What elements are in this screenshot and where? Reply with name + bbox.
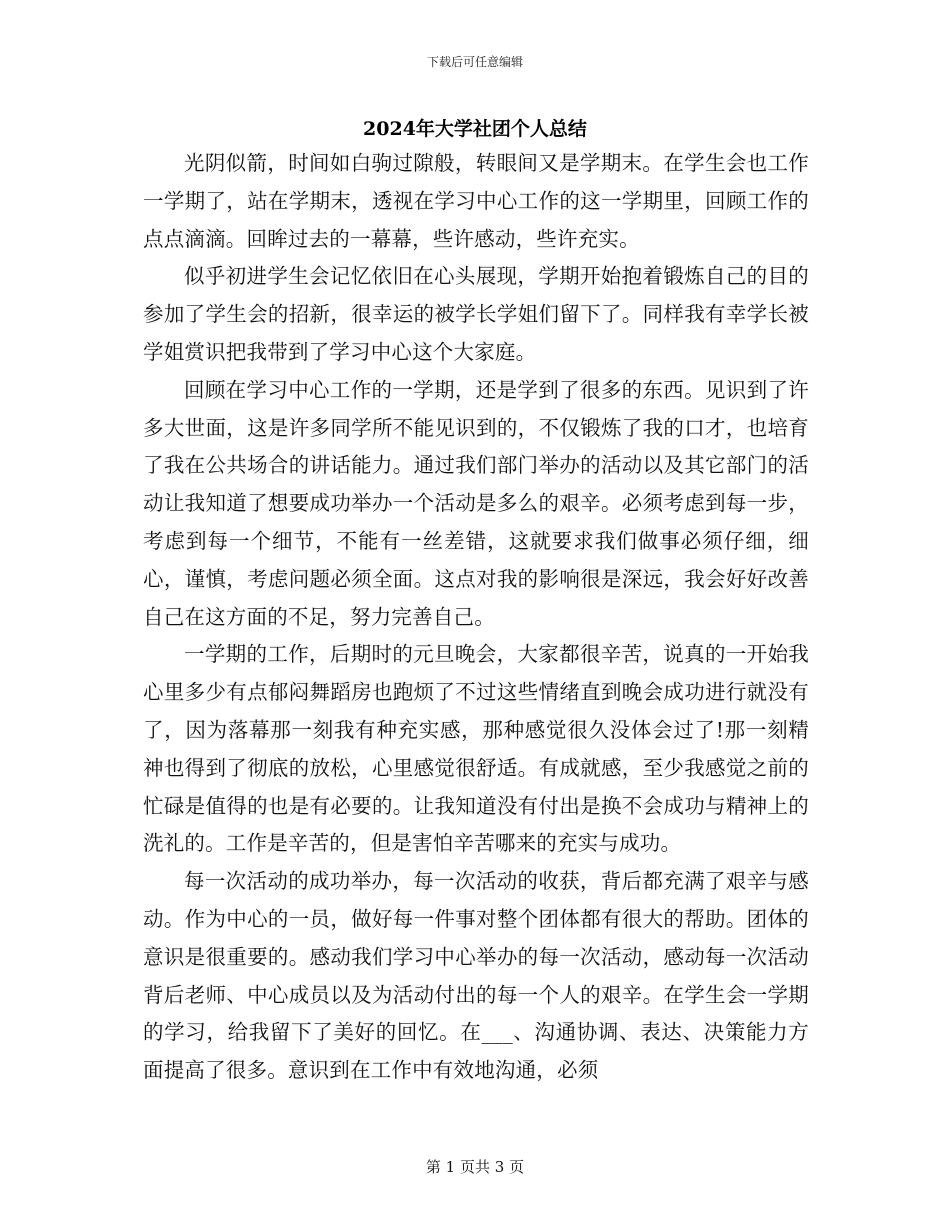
- header-note: 下载后可任意编辑: [426, 55, 523, 69]
- paragraph-3: 回顾在学习中心工作的一学期，还是学到了很多的东西。见识到了许多大世面，这是许多同学所不能见识到的，不仅锻炼了我的口才，也培育了我在公共场合的讲话能力。通过我们部门举办的活动以及其它部门的活动让我知道了想要成功举办一个活动是多么的艰辛。必须考虑到每一步，考虑到每一个细节，不能有一丝差错，这就要求我们做事必须仔细，细心，谨慎，考虑问题必须全面。这点对我的影响很是深远，我会好好改善自己在这方面的不足，努力完善自己。: [143, 377, 809, 629]
- paragraph-4: 一学期的工作，后期时的元旦晚会，大家都很辛苦，说真的一开始我心里多少有点郁闷舞蹈房也跑烦了不过这些情绪直到晚会成功进行就没有了，因为落幕那一刻我有种充实感，那种感觉很久没体会过了!那一刻精神也得到了彻底的放松，心里感觉很舒适。有成就感，至少我感觉之前的忙碌是值得的也是有必要的。让我知道没有付出是换不会成功与精神上的洗礼的。工作是辛苦的，但是害怕辛苦哪来的充实与成功。: [143, 642, 809, 856]
- paragraph-2: 似乎初进学生会记忆依旧在心头展现，学期开始抱着锻炼自己的目的参加了学生会的招新，很幸运的被学长学姐们留下了。同样我有幸学长被学姐赏识把我带到了学习中心这个大家庭。: [143, 264, 809, 364]
- paragraph-5: 每一次活动的成功举办，每一次活动的收获，背后都充满了艰辛与感动。作为中心的一员，做好每一件事对整个团体都有很大的帮助。团体的意识是很重要的。感动我们学习中心举办的每一次活动，感动每一次活动背后老师、中心成员以及为活动付出的每一个人的艰辛。在学生会一学期的学习，给我留下了美好的回忆。在___、沟通协调、表达、决策能力方面提高了很多。意识到在工作中有效地沟通，必须: [143, 869, 809, 1083]
- page-number-footer: 第 1 页共 3 页: [425, 1158, 525, 1176]
- document-title: 2024年大学社团个人总结: [363, 118, 587, 140]
- paragraph-1: 光阴似箭，时间如白驹过隙般，转眼间又是学期末。在学生会也工作一学期了，站在学期末，透视在学习中心工作的这一学期里，回顾工作的点点滴滴。回眸过去的一幕幕，些许感动，些许充实。: [143, 151, 809, 251]
- document-body: [143, 145, 809, 1090]
